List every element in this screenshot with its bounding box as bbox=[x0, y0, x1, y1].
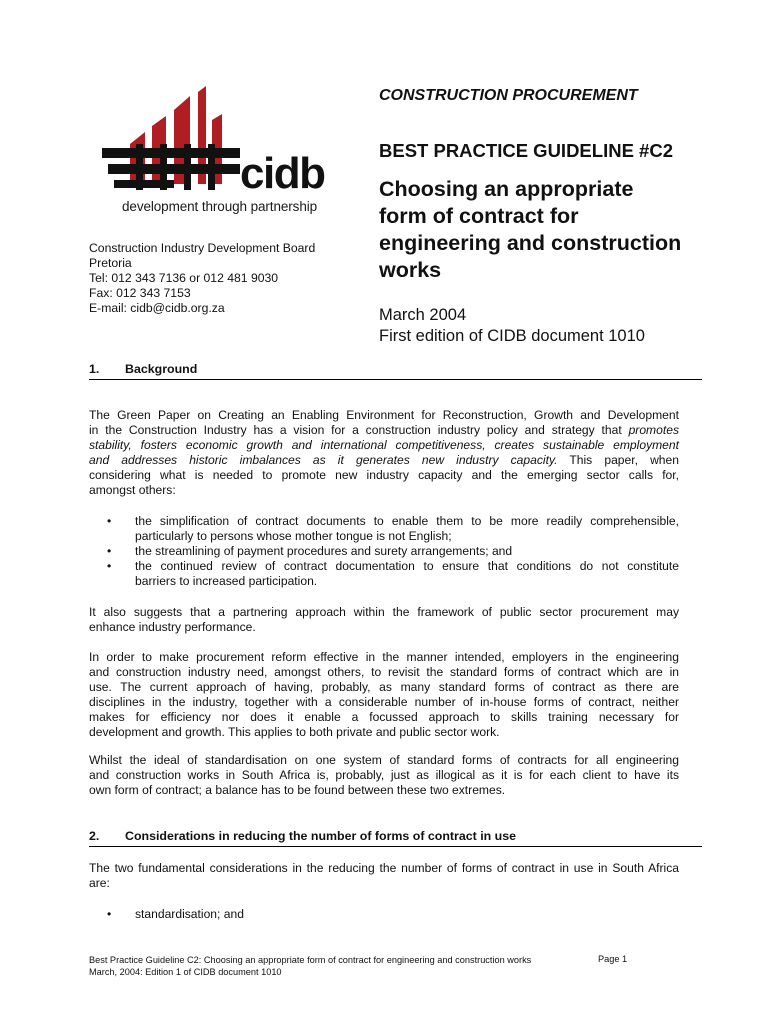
contact-tel: Tel: 012 343 7136 or 012 481 9030 bbox=[89, 271, 279, 285]
contact-fax: Fax: 012 343 7153 bbox=[89, 286, 191, 300]
text-line: the simplification of contract documents to enable them to be more readily comprehensible, bbox=[135, 514, 679, 528]
footer-line-2: March, 2004: Edition 1 of CIDB document 1010 bbox=[89, 967, 282, 977]
text-line: and construction works in South Africa is, probably, just as illogical as it is for each client to have its bbox=[89, 768, 679, 782]
section-number: 2. bbox=[89, 829, 100, 843]
text-line: use. The current approach of having, probably, as many standard forms of contract as there are bbox=[89, 680, 679, 694]
list-item bbox=[89, 559, 679, 589]
doc-title-line: Choosing an appropriate bbox=[379, 177, 634, 201]
list-item bbox=[89, 514, 679, 544]
contact-email: E-mail: cidb@cidb.org.za bbox=[89, 301, 225, 315]
doc-title-line: form of contract for bbox=[379, 204, 579, 228]
text-line: The Green Paper on Creating an Enabling Environment for Reconstruction, Growth and Development bbox=[89, 408, 679, 422]
text-line: amongst others: bbox=[89, 483, 176, 497]
bullet-list-1 bbox=[89, 514, 679, 589]
text-line: In order to make procurement reform effective in the manner intended, employers in the engineering bbox=[89, 650, 679, 664]
text-line: stability, fosters economic growth and international competitiveness, creates sustainable employment bbox=[89, 438, 679, 452]
text-line: The two fundamental considerations in the reducing the number of forms of contract in use in South Africa bbox=[89, 861, 679, 875]
doc-date-block bbox=[379, 305, 645, 347]
text-line: development and growth. This applies to both private and public sector work. bbox=[89, 725, 500, 739]
section-number: 1. bbox=[89, 362, 100, 376]
text-line: are: bbox=[89, 876, 110, 890]
paragraph-3 bbox=[89, 650, 679, 740]
bullet-icon: • bbox=[107, 544, 112, 558]
text-line: and addresses historic imbalances as it generates new industry capacity. This paper, when bbox=[89, 453, 679, 467]
bullet-icon: • bbox=[107, 907, 112, 921]
section-heading-1 bbox=[89, 362, 702, 380]
cidb-logo bbox=[100, 84, 350, 224]
section-title: Considerations in reducing the number of forms of contract in use bbox=[125, 829, 517, 843]
doc-kicker: CONSTRUCTION PROCUREMENT bbox=[379, 87, 638, 104]
page-number: Page 1 bbox=[598, 954, 628, 964]
contact-block bbox=[89, 241, 315, 316]
paragraph-2 bbox=[89, 605, 679, 635]
logo-wordmark: cidb bbox=[240, 149, 325, 198]
doc-title bbox=[379, 176, 719, 284]
bullet-list-2 bbox=[89, 907, 679, 922]
doc-title-line: engineering and construction bbox=[379, 231, 682, 255]
text-line: in the Construction Industry has a vision for a construction industry policy and strategy that promotes bbox=[89, 423, 679, 437]
doc-series: BEST PRACTICE GUIDELINE #C2 bbox=[379, 140, 673, 161]
paragraph-1 bbox=[89, 408, 679, 498]
page-footer bbox=[89, 954, 531, 978]
text-line: enhance industry performance. bbox=[89, 620, 256, 634]
text-line: the continued review of contract documentation to ensure that conditions do not constitute bbox=[135, 559, 679, 573]
doc-title-line: works bbox=[379, 258, 442, 282]
text-line: makes for efficiency nor does it enable a focussed approach to skills training necessary for bbox=[89, 710, 679, 724]
contact-org: Construction Industry Development Board bbox=[89, 241, 316, 255]
paragraph-5 bbox=[89, 861, 679, 891]
text-line: own form of contract; a balance has to be found between these two extremes. bbox=[89, 783, 506, 797]
footer-line-1: Best Practice Guideline C2: Choosing an appropriate form of contract for engineering and construction works bbox=[89, 955, 532, 965]
text-line: barriers to increased participation. bbox=[135, 574, 318, 588]
doc-edition: First edition of CIDB document 1010 bbox=[379, 327, 645, 345]
text-line: Whilst the ideal of standardisation on one system of standard forms of contracts for all engineering bbox=[89, 753, 679, 767]
text-line: and construction industry need, amongst others, to revisit the standard forms of contract which are in bbox=[89, 665, 679, 679]
contact-city: Pretoria bbox=[89, 256, 132, 270]
text-line: disciplines in the industry, together with a considerable number of in-house forms of contract, neither bbox=[89, 695, 679, 709]
text-line: particularly to persons whose mother tongue is not English; bbox=[135, 529, 452, 543]
bullet-icon: • bbox=[107, 514, 112, 528]
list-item bbox=[89, 544, 679, 559]
list-item bbox=[89, 907, 679, 922]
bullet-icon: • bbox=[107, 559, 112, 573]
paragraph-4 bbox=[89, 753, 679, 798]
logo-tagline: development through partnership bbox=[122, 199, 318, 214]
section-title: Background bbox=[125, 362, 198, 376]
text-line: standardisation; and bbox=[135, 907, 244, 921]
text-line: the streamlining of payment procedures and surety arrangements; and bbox=[135, 544, 513, 558]
text-line: considering what is needed to promote new industry capacity and the emerging sector calls for, bbox=[89, 468, 679, 482]
section-heading-2 bbox=[89, 829, 702, 847]
doc-date: March 2004 bbox=[379, 306, 467, 324]
text-line: It also suggests that a partnering approach within the framework of public sector procurement may bbox=[89, 605, 679, 619]
